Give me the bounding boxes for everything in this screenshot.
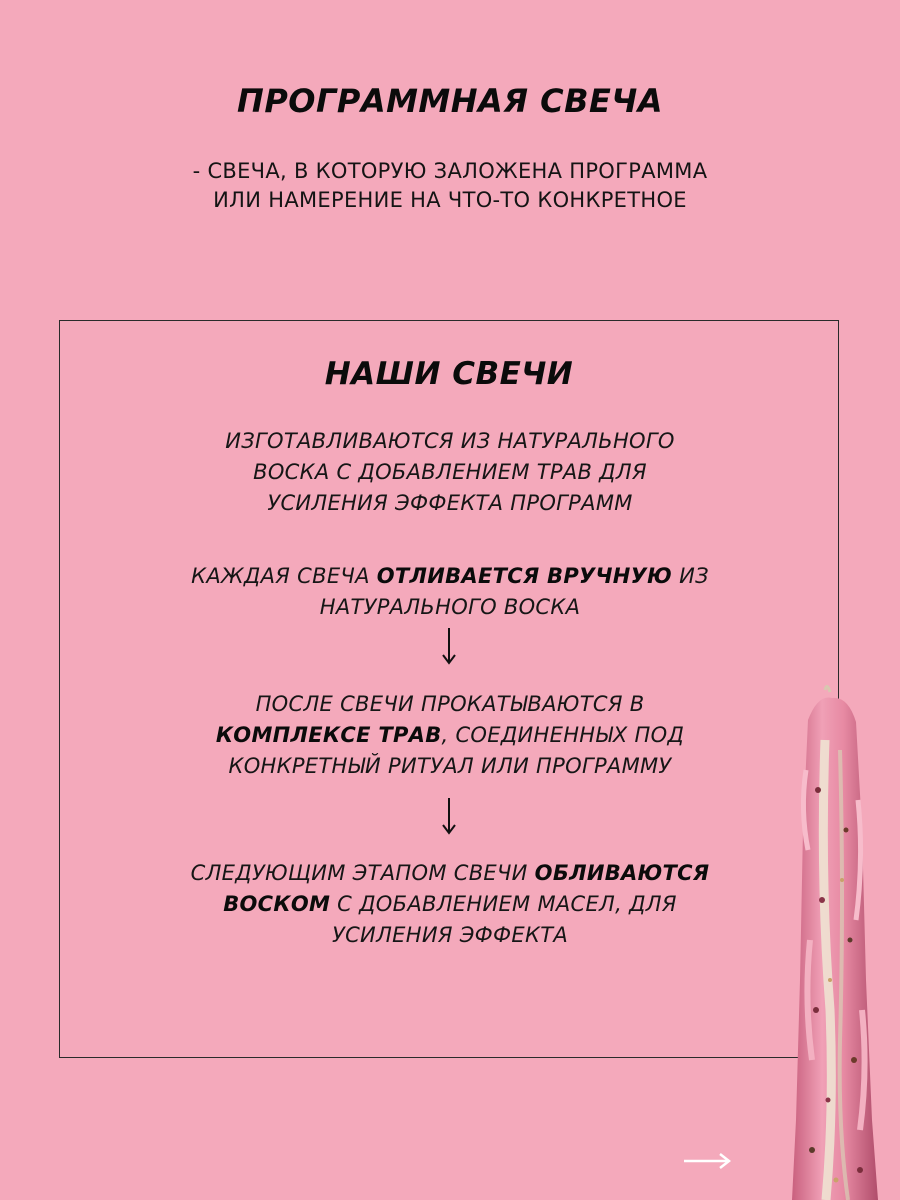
- text-fragment: КАЖДАЯ СВЕЧА: [191, 564, 377, 588]
- down-arrow-icon: [434, 796, 464, 836]
- text-fragment: С ДОБАВЛЕНИЕМ МАСЕЛ, ДЛЯ: [330, 892, 677, 916]
- text-fragment: СЛЕДУЮЩИМ ЭТАПОМ СВЕЧИ: [190, 861, 535, 885]
- paragraph-handmade: [100, 561, 800, 623]
- paragraph-line: УСИЛЕНИЯ ЭФФЕКТА ПРОГРАММ: [267, 491, 633, 515]
- candle-image: [770, 680, 900, 1200]
- definition-line-1: - СВЕЧА, В КОТОРУЮ ЗАЛОЖЕНА ПРОГРАММА: [192, 159, 708, 183]
- paragraph-oils: [100, 858, 800, 951]
- paragraph-line: ПОСЛЕ СВЕЧИ ПРОКАТЫВАЮТСЯ В: [255, 692, 645, 716]
- paragraph-line: НАТУРАЛЬНОГО ВОСКА: [319, 595, 581, 619]
- bold-text: ВОСКОМ: [223, 892, 331, 916]
- page-title: ПРОГРАММНАЯ СВЕЧА: [237, 82, 663, 120]
- paragraph-line: [100, 720, 800, 751]
- text-fragment: ИЗ: [672, 564, 709, 588]
- paragraph-line: [100, 858, 800, 889]
- right-arrow-icon[interactable]: [682, 1150, 732, 1172]
- bold-text: ОБЛИВАЮТСЯ: [534, 861, 710, 885]
- paragraph-line: [100, 889, 800, 920]
- text-fragment: , СОЕДИНЕННЫХ ПОД: [441, 723, 685, 747]
- paragraph-line: ИЗГОТАВЛИВАЮТСЯ ИЗ НАТУРАЛЬНОГО: [225, 429, 675, 453]
- paragraph-line: КОНКРЕТНЫЙ РИТУАЛ ИЛИ ПРОГРАММУ: [228, 754, 672, 778]
- bold-text: ОТЛИВАЕТСЯ ВРУЧНУЮ: [376, 564, 673, 588]
- paragraph-line: ВОСКА С ДОБАВЛЕНИЕМ ТРАВ ДЛЯ: [253, 460, 647, 484]
- paragraph-natural-wax: [100, 426, 800, 519]
- bold-text: КОМПЛЕКСЕ ТРАВ: [215, 723, 442, 747]
- down-arrow-icon: [434, 626, 464, 666]
- paragraph-line: УСИЛЕНИЯ ЭФФЕКТА: [332, 923, 568, 947]
- box-title: НАШИ СВЕЧИ: [324, 356, 574, 392]
- paragraph-herbs: [100, 689, 800, 782]
- definition-text: [0, 157, 900, 215]
- paragraph-line: [100, 561, 800, 592]
- definition-line-2: ИЛИ НАМЕРЕНИЕ НА ЧТО-ТО КОНКРЕТНОЕ: [213, 188, 687, 212]
- info-box: [59, 320, 839, 1058]
